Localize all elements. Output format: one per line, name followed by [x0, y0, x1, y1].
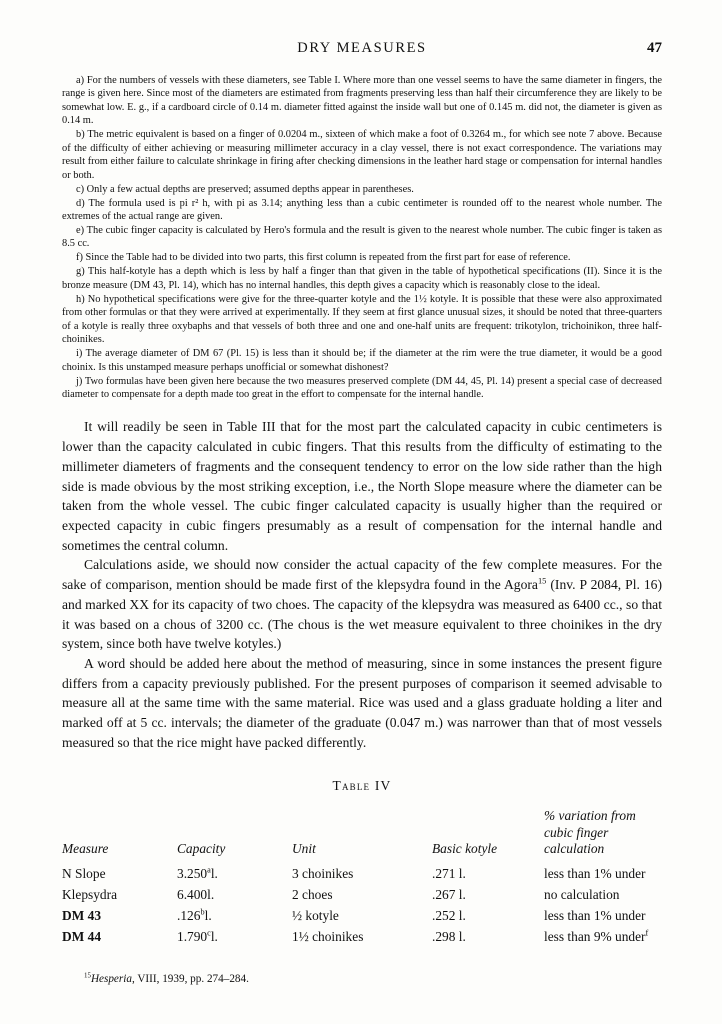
- column-header-capacity: Capacity: [177, 841, 226, 857]
- cell-variation: [544, 884, 662, 905]
- page-content: [62, 40, 662, 985]
- cell-capacity: [177, 863, 292, 884]
- cell-capacity-value: .126: [177, 907, 201, 923]
- table-caption: Table IV: [332, 778, 392, 794]
- running-head: [62, 40, 662, 66]
- cell-measure: N Slope: [62, 865, 106, 881]
- column-header-unit: Unit: [292, 841, 316, 857]
- cell-unit: ½ kotyle: [292, 907, 339, 923]
- page-title: DRY MEASURES: [297, 40, 427, 56]
- cell-variation: [544, 863, 662, 884]
- table-row: [62, 926, 662, 947]
- cell-variation-text: no calculation: [544, 886, 620, 902]
- cell-measure: DM 43: [62, 907, 102, 923]
- cell-basic-kotyle: .252 l.: [432, 907, 466, 923]
- column-header-basic-kotyle: Basic kotyle: [432, 841, 498, 857]
- column-header-measure: Measure: [62, 841, 109, 857]
- cell-basic-kotyle: .267 l.: [432, 886, 466, 902]
- paragraph-1: It will readily be seen in Table III that for the most part the calculated capacity in cubic centimeters is lower than the capacity calculated in cubic fingers. That this results from the difficulty of estimating to the millimeter diameters of fragments and the consequent tendency to error on the low side rather than the high side is made obvious by the most striking exception, i.e., the North Slope measure where the diameter can be taken from the whole vessel. The cubic finger calculated capacity is usually higher than the required or expected capacity in cubic fingers presumably as a result of compensation for the internal handle and sometimes the central column.: [62, 419, 662, 553]
- cell-capacity-note: c: [207, 928, 211, 938]
- cell-variation: [544, 926, 662, 947]
- cell-unit: 2 choes: [292, 886, 333, 902]
- cell-capacity: [177, 884, 292, 905]
- paragraph-2-part-a: Calculations aside, we should now consider the actual capacity of the few complete measures. For the sake of comparison, mention should be made first of the klepsydra found in the Agora: [62, 557, 662, 593]
- footnote-journal: Hesperia: [90, 973, 132, 986]
- note-e: e) The cubic finger capacity is calculated by Hero's formula and the result is given to the nearest whole number. The cubic finger is taken as 8.5 cc.: [62, 225, 662, 250]
- note-i: i) The average diameter of DM 67 (Pl. 15) is less than it should be; if the diameter at the rim were the true diameter, it would be a good choinix. Is this unstamped measure perhaps unofficial or somewhat dishonest?: [62, 348, 662, 373]
- note-a: a) For the numbers of vessels with these diameters, see Table I. Where more than one vessel seems to have the same diameter in fingers, the range is given here. Since most of the diameters are estimated from fragments preserving less than half their circumference they are likely to be somewhat low. E. g., if a cardboard circle of 0.14 m. diameter fitted against the inside wall but one of 0.145 m. did not, the diameter is given as 0.14 m.: [62, 75, 662, 127]
- note-g: g) This half-kotyle has a depth which is less by half a finger than that given in the table of hypothetical specifications (II). Since it is the bronze measure (DM 43, Pl. 14), which has no internal handles, this depth gives a capacity which is reasonably close to the ideal.: [62, 266, 662, 291]
- paragraph-3: A word should be added here about the method of measuring, since in some instances the present figure differs from a capacity previously published. For the present purposes of comparison it seemed advisable to measure all at the same time with the same material. Rice was used and a glass graduate holding a liter and marked off at 5 cc. intervals; the diameter of the graduate (0.047 m.) was narrower than that of most vessels measured so that the rice might have packed differently.: [62, 655, 662, 750]
- note-d: d) The formula used is pi r² h, with pi as 3.14; anything less than a cubic centimeter is rounded off to the nearest whole number. The extremes of the actual range are given.: [62, 197, 662, 222]
- footnote-block: [62, 74, 662, 401]
- column-header-variation-text: % variation from cubic finger calculation: [544, 808, 636, 857]
- footnote-number: 15: [84, 971, 91, 980]
- table-row: [62, 863, 662, 884]
- table-row: [62, 884, 662, 905]
- cell-variation: [544, 905, 662, 926]
- measures-table: [62, 808, 662, 947]
- table-header-row: [62, 808, 662, 863]
- cell-capacity-unit: l.: [207, 886, 215, 902]
- note-f: f) Since the Table had to be divided into two parts, this first column is repeated from the first part for ease of reference.: [76, 252, 571, 264]
- footnote-15: [62, 973, 662, 985]
- cell-capacity: [177, 905, 292, 926]
- cell-capacity-unit: l.: [210, 928, 218, 944]
- cell-capacity-value: 3.250: [177, 865, 208, 881]
- cell-unit: 3 choinikes: [292, 865, 354, 881]
- note-c: c) Only a few actual depths are preserved; assumed depths appear in parentheses.: [76, 183, 414, 195]
- note-j: j) Two formulas have been given here because the two measures preserved complete (DM 44, 45, Pl. 14) present a special case of decreased diameter to compensate for a depth made too great in the effort to compensate for the internal handle.: [62, 375, 662, 401]
- cell-measure: Klepsydra: [62, 886, 118, 902]
- cell-capacity-unit: l.: [204, 907, 212, 923]
- paragraph-2: [62, 555, 662, 654]
- footnote-rest: , VIII, 1939, pp. 274–284.: [131, 973, 249, 986]
- footnote-ref-15: 15: [537, 575, 547, 586]
- cell-variation-text: less than 1% under: [544, 865, 646, 881]
- column-header-variation: [544, 808, 662, 863]
- cell-variation-note: f: [645, 928, 649, 938]
- paragraph-2-part-b: (Inv. P 2084, Pl. 16) and marked XX for its capacity of two choes. The capacity of the klepsydra was measured as 6400 cc., so that it was based on a chous of 3200 cc. (The chous is the wet measure equivalent to three choinikes in the dry system, since both have twelve kotyles.): [62, 577, 662, 652]
- page-number: 47: [647, 40, 662, 56]
- note-b: b) The metric equivalent is based on a finger of 0.0204 m., sixteen of which make a foot of 0.3264 m., for which see note 7 above. Because of the difficulty of either achieving or measuring millimeter accuracy in a clay vessel, there is not exact correspondence. The variations may result from either failure to calculate shrinkage in firing after checking dimensions in the leather hard stage or compensation for internal handles or both.: [62, 129, 662, 181]
- note-h: h) No hypothetical specifications were give for the three-quarter kotyle and the 1½ kotyle. It is possible that these were also approximated from other formulas or that they were arrived at experimentally. If they seem at first glance unusual sizes, it should be noted that three-quarters of a kotyle is really three oxybaphs and that vessels of both three and one and one-half units are frequent: trikotylon, trichoinikon, three half-choinikes.: [62, 293, 662, 346]
- cell-basic-kotyle: .298 l.: [432, 928, 466, 944]
- body-text: [62, 417, 662, 752]
- cell-capacity-value: 6.400: [177, 886, 208, 902]
- cell-capacity-note: b: [200, 907, 205, 917]
- cell-unit: 1½ choinikes: [292, 928, 364, 944]
- cell-measure: DM 44: [62, 928, 102, 944]
- cell-capacity-value: 1.790: [177, 928, 208, 944]
- cell-basic-kotyle: .271 l.: [432, 865, 466, 881]
- table-header: [62, 808, 662, 863]
- cell-capacity: [177, 926, 292, 947]
- table-row: [62, 905, 662, 926]
- cell-capacity-note: a: [207, 865, 211, 875]
- cell-variation-text: less than 9% under: [544, 928, 646, 944]
- table-body: [62, 863, 662, 947]
- cell-variation-text: less than 1% under: [544, 907, 646, 923]
- cell-capacity-unit: l.: [210, 865, 218, 881]
